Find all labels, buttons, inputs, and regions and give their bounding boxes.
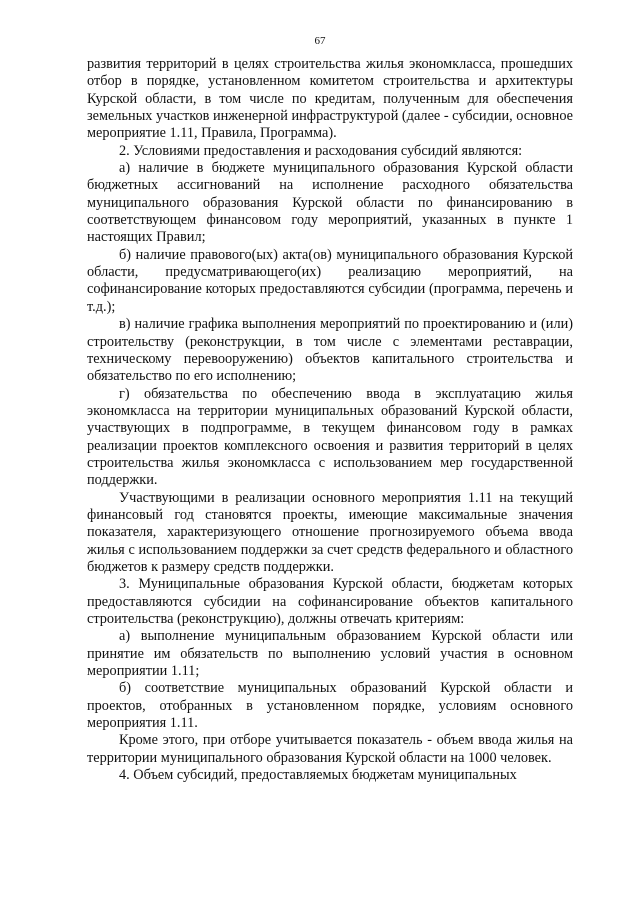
paragraph-clause-2: 2. Условиями предоставления и расходования субсидий являются: [119,142,523,159]
page-number: 67 [314,35,326,47]
paragraph-clause-4: 4. Объем субсидий, предоставляемых бюджетам муниципальных [119,767,517,784]
paragraph-selection-indicator: Кроме этого, при отборе учитывается показатель - объем ввода жилья на территории муниципального образования Курской области на 1000 человек. [87,732,573,766]
paragraph-clause-3b: б) соответствие муниципальных образований Курской области и проектов, отобранных в установленном порядке, условиям основного мероприятия 1.11. [87,680,573,732]
paragraph-clause-2b: б) наличие правового(ых) акта(ов) муниципального образования Курской области, предусматривающего(их) реализацию мероприятий, на софинансирование которых предоставляются субсидии (программа, перечень и т.д.); [87,246,573,315]
document-body [87,56,573,784]
paragraph-participants: Участвующими в реализации основного мероприятия 1.11 на текущий финансовый год становятся проекты, имеющие максимальные значения показателя, характеризующего отношение прогнозируемого объема ввода жилья с использованием поддержки за счет средств федерального и областного бюджетов к размеру средств поддержки. [87,489,573,575]
paragraph-clause-3a: а) выполнение муниципальным образованием Курской области или принятие им обязательств по выполнению условий участия в основном мероприятии 1.11; [87,628,573,680]
paragraph-clause-2a: а) наличие в бюджете муниципального образования Курской области бюджетных ассигнований на исполнение расходного обязательства муниципального образования Курской области по финансированию в соответствующем финансовом году мероприятий, указанных в пункте 1 настоящих Правил; [87,160,573,246]
paragraph-clause-2v: в) наличие графика выполнения мероприятий по проектированию и (или) строительству (реконструкции, в том числе с элементами реставрации, техническому перевооружению) объектов капитального строительства и обязательство по его исполнению; [87,316,573,385]
paragraph-clause-2g: г) обязательства по обеспечению ввода в эксплуатацию жилья экономкласса на территории муниципальных образований Курской области, участвующих в подпрограмме, в текущем финансовом году в рамках реализации проектов комплексного освоения и развития территорий в целях строительства жилья экономкласса с использованием мер государственной поддержки. [87,385,573,489]
paragraph-intro-continuation: развития территорий в целях строительства жилья экономкласса, прошедших отбор в порядке, установленном комитетом строительства и архитектуры Курской области, в том числе по кредитам, полученным для обеспечения земельных участков инженерной инфраструктурой (далее - субсидии, основное мероприятие 1.11, Правила, Программа). [87,56,573,142]
paragraph-clause-3: 3. Муниципальные образования Курской области, бюджетам которых предоставляются субсидии на софинансирование объектов капитального строительства (реконструкцию), должны отвечать критериям: [87,576,573,627]
